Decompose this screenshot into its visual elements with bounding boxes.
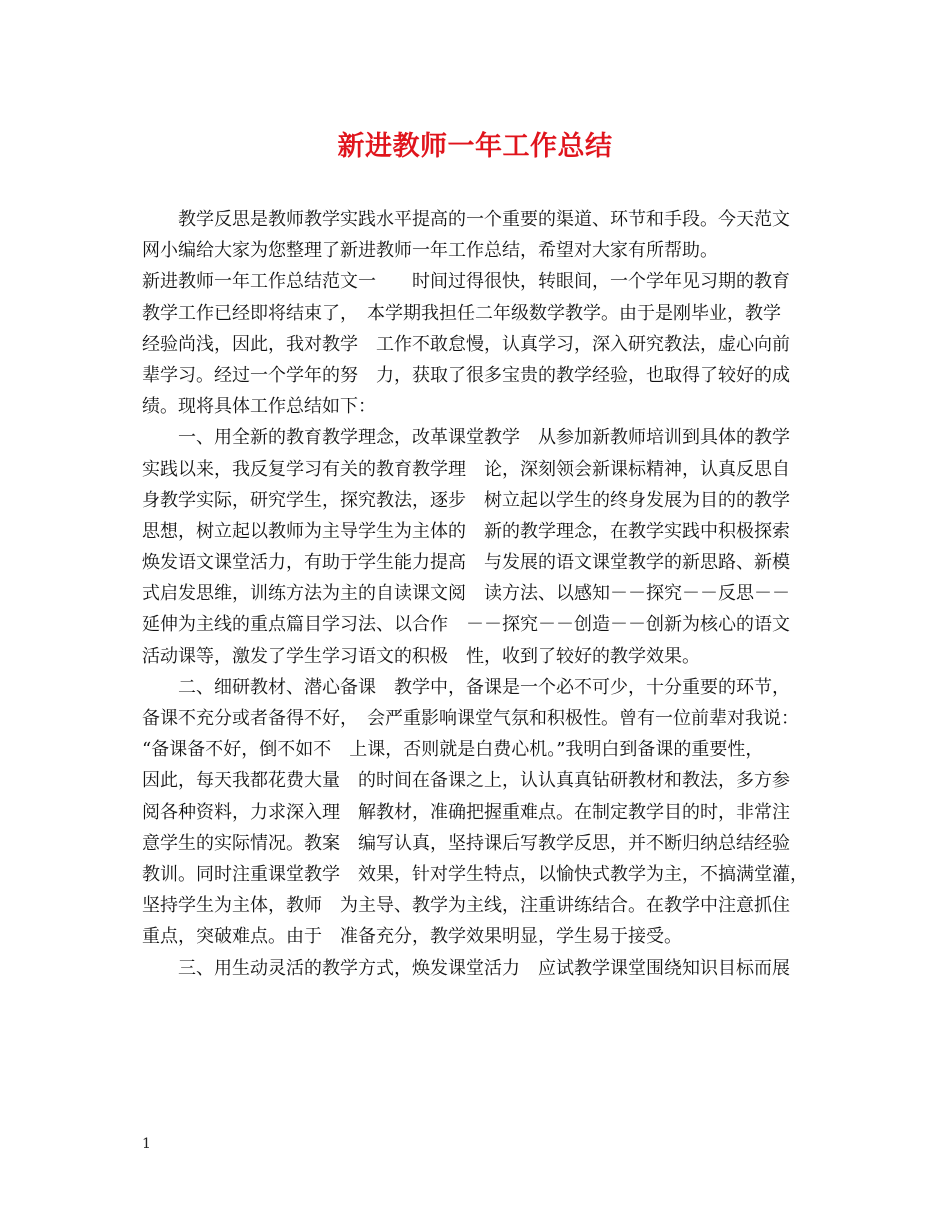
body-text-line: 经验尚浅，因此，我对教学 工作不敢怠慢，认真学习，深入研究教法，虚心向前 bbox=[142, 333, 790, 355]
body-text-line: 辈学习。经过一个学年的努 力，获取了很多宝贵的教学经验，也取得了较好的成 bbox=[142, 364, 790, 386]
body-text-line: 思想，树立起以教师为主导学生为主体的 新的教学理念，在教学实践中积极探索 bbox=[142, 520, 790, 542]
body-text-line: 延伸为主线的重点篇目学习法、以合作 －－探究－－创造－－创新为核心的语文 bbox=[142, 614, 790, 636]
document-body bbox=[142, 204, 812, 984]
body-text-line: 因此，每天我都花费大量 的时间在备课之上，认认真真钻研教材和教法，多方参 bbox=[142, 770, 790, 792]
body-text-line: 焕发语文课堂活力，有助于学生能力提高 与发展的语文课堂教学的新思路、新模 bbox=[142, 552, 790, 574]
page-title: 新进教师一年工作总结 bbox=[337, 131, 613, 162]
body-text-line: 式启发思维，训练方法为主的自读课文阅 读方法、以感知－－探究－－反思－－ bbox=[142, 583, 790, 605]
body-text-line: 意学生的实际情况。教案 编写认真，坚持课后写教学反思，并不断归纳总结经验 bbox=[142, 832, 790, 854]
body-text-line: 绩。现将具体工作总结如下： bbox=[142, 396, 376, 418]
body-text-line: 重点，突破难点。由于 准备充分，教学效果明显，学生易于接受。 bbox=[142, 926, 682, 948]
body-text-line: 网小编给大家为您整理了新进教师一年工作总结，希望对大家有所帮助。 bbox=[142, 240, 718, 262]
body-text-line: 阅各种资料，力求深入理 解教材，准确把握重难点。在制定教学目的时，非常注 bbox=[142, 801, 790, 823]
body-text-line: 实践以来，我反复学习有关的教育教学理 论，深刻领会新课标精神，认真反思自 bbox=[142, 458, 790, 480]
page-number: 1 bbox=[142, 1136, 151, 1152]
body-text-line: 二、细研教材、潜心备课 教学中，备课是一个必不可少，十分重要的环节， bbox=[178, 676, 790, 698]
body-text-line: 备课不充分或者备得不好， 会严重影响课堂气氛和积极性。曾有一位前辈对我说： bbox=[142, 708, 799, 729]
body-text-line: 新进教师一年工作总结范文一 时间过得很快，转眼间，一个学年见习期的教育 bbox=[142, 271, 790, 293]
body-text-line: 三、用生动灵活的教学方式，焕发课堂活力 应试教学课堂围绕知识目标而展 bbox=[178, 957, 790, 979]
body-text-line: 一、用全新的教育教学理念，改革课堂教学 从参加新教师培训到具体的教学 bbox=[178, 427, 790, 449]
body-text-line: 教训。同时注重课堂教学 效果，针对学生特点，以愉快式教学为主，不搞满堂灌， bbox=[142, 863, 808, 885]
body-text-line: “备课备不好，倒不如不 上课，否则就是白费心机。”我明白到备课的重要性， bbox=[142, 739, 764, 761]
body-text-line: 教学工作已经即将结束了， 本学期我担任二年级数学教学。由于是刚毕业，教学 bbox=[142, 302, 781, 324]
body-text-line: 坚持学生为主体，教师 为主导、教学为主线，注重讲练结合。在教学中注意抓住 bbox=[142, 895, 790, 917]
body-text-line: 教学反思是教师教学实践水平提高的一个重要的渠道、环节和手段。今天范文 bbox=[178, 209, 790, 230]
body-text-line: 身教学实际，研究学生，探究教法，逐步 树立起以学生的终身发展为目的的教学 bbox=[142, 489, 790, 511]
body-text-line: 活动课等，激发了学生学习语文的积极 性，收到了较好的教学效果。 bbox=[142, 645, 700, 667]
